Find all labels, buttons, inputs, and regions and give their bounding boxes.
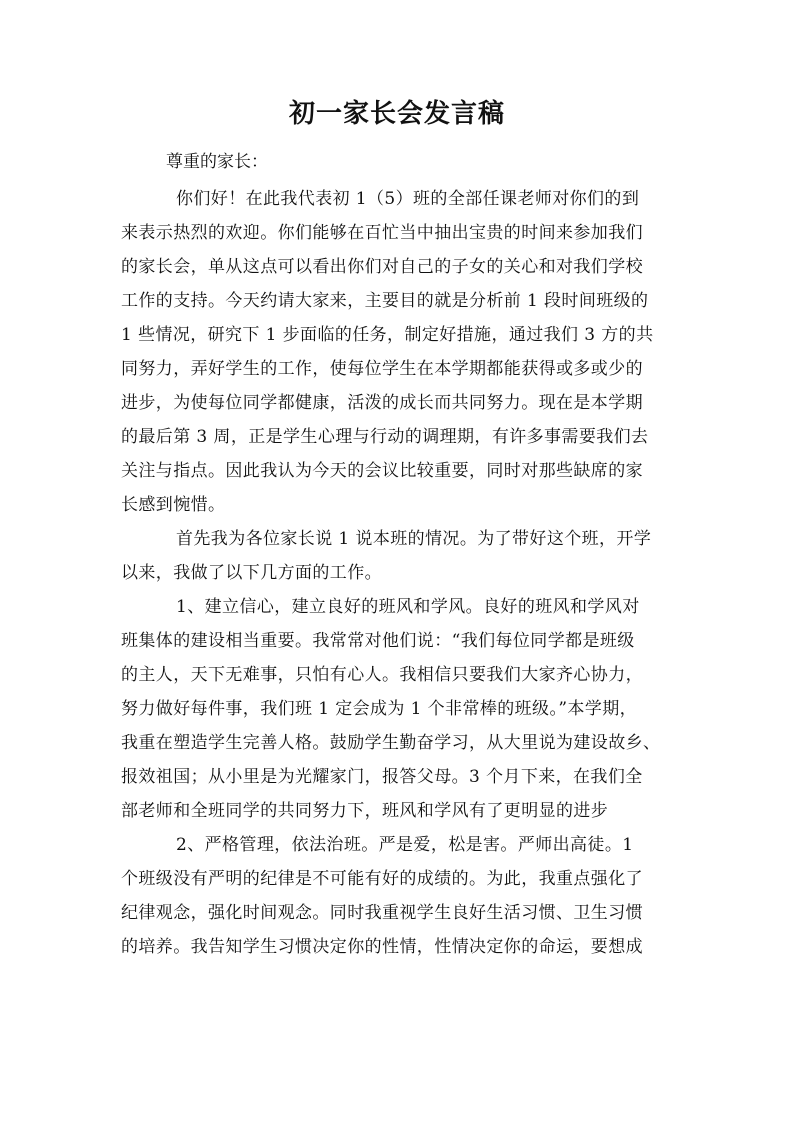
document-title: 初一家长会发言稿 [288,99,505,129]
paragraph-line: 班集体的建设相当重要。我常常对他们说：“我们每位同学都是班级 [121,631,635,651]
paragraph-line: 同努力，弄好学生的工作，使每位学生在本学期都能获得或多或少的 [121,359,643,379]
paragraph-line: 首先我为各位家长说 1 说本班的情况。为了带好这个班，开学 [176,529,652,549]
paragraph-line: 来表示热烈的欢迎。你们能够在百忙当中抽出宝贵的时间来参加我们 [121,223,643,243]
paragraph-line: 部老师和全班同学的共同努力下，班风和学风有了更明显的进步 [121,801,609,821]
document-body [121,182,687,964]
paragraph-line: 的主人，天下无难事，只怕有心人。我相信只要我们大家齐心协力， [121,665,643,685]
paragraph-line: 的最后第 3 周，正是学生心理与行动的调理期，有许多事需要我们去 [121,427,649,447]
paragraph-line: 的家长会，单从这点可以看出你们对自己的子女的关心和对我们学校 [121,257,643,277]
paragraph-line: 1 些情况，研究下 1 步面临的任务，制定好措施，通过我们 3 方的共 [121,325,654,345]
paragraph [121,182,687,522]
paragraph-line: 纪律观念，强化时间观念。同时我重视学生良好生活习惯、卫生习惯 [121,903,643,923]
paragraph-line: 工作的支持。今天约请大家来，主要目的就是分析前 1 段时间班级的 [121,291,649,311]
paragraph-line: 2、严格管理，依法治班。严是爱，松是害。严师出高徒。1 [176,835,634,855]
paragraph-line: 以来，我做了以下几方面的工作。 [121,563,382,583]
paragraph [121,828,687,964]
paragraph-line: 关注与指点。因此我认为今天的会议比较重要，同时对那些缺席的家 [121,461,643,481]
paragraph-line: 报效祖国；从小里是为光耀家门，报答父母。3 个月下来，在我们全 [121,767,643,787]
paragraph-line: 进步，为使每位同学都健康，活泼的成长而共同努力。现在是本学期 [121,393,643,413]
paragraph-line: 努力做好每件事，我们班 1 定会成为 1 个非常棒的班级。”本学期， [121,699,638,719]
paragraph-line: 1、建立信心，建立良好的班风和学风。良好的班风和学风对 [176,597,640,617]
paragraph-line: 长感到惋惜。 [121,495,226,515]
paragraph-line: 个班级没有严明的纪律是不可能有好的成绩的。为此，我重点强化了 [121,869,643,889]
paragraph [121,590,687,828]
salutation: 尊重的家长： [166,152,268,172]
paragraph-line: 我重在塑造学生完善人格。鼓励学生勤奋学习，从大里说为建设故乡、 [121,733,661,753]
paragraph [121,522,687,590]
paragraph-line: 你们好！在此我代表初 1（5）班的全部任课老师对你们的到 [176,189,640,209]
paragraph-line: 的培养。我告知学生习惯决定你的性情，性情决定你的命运，要想成 [121,937,643,957]
